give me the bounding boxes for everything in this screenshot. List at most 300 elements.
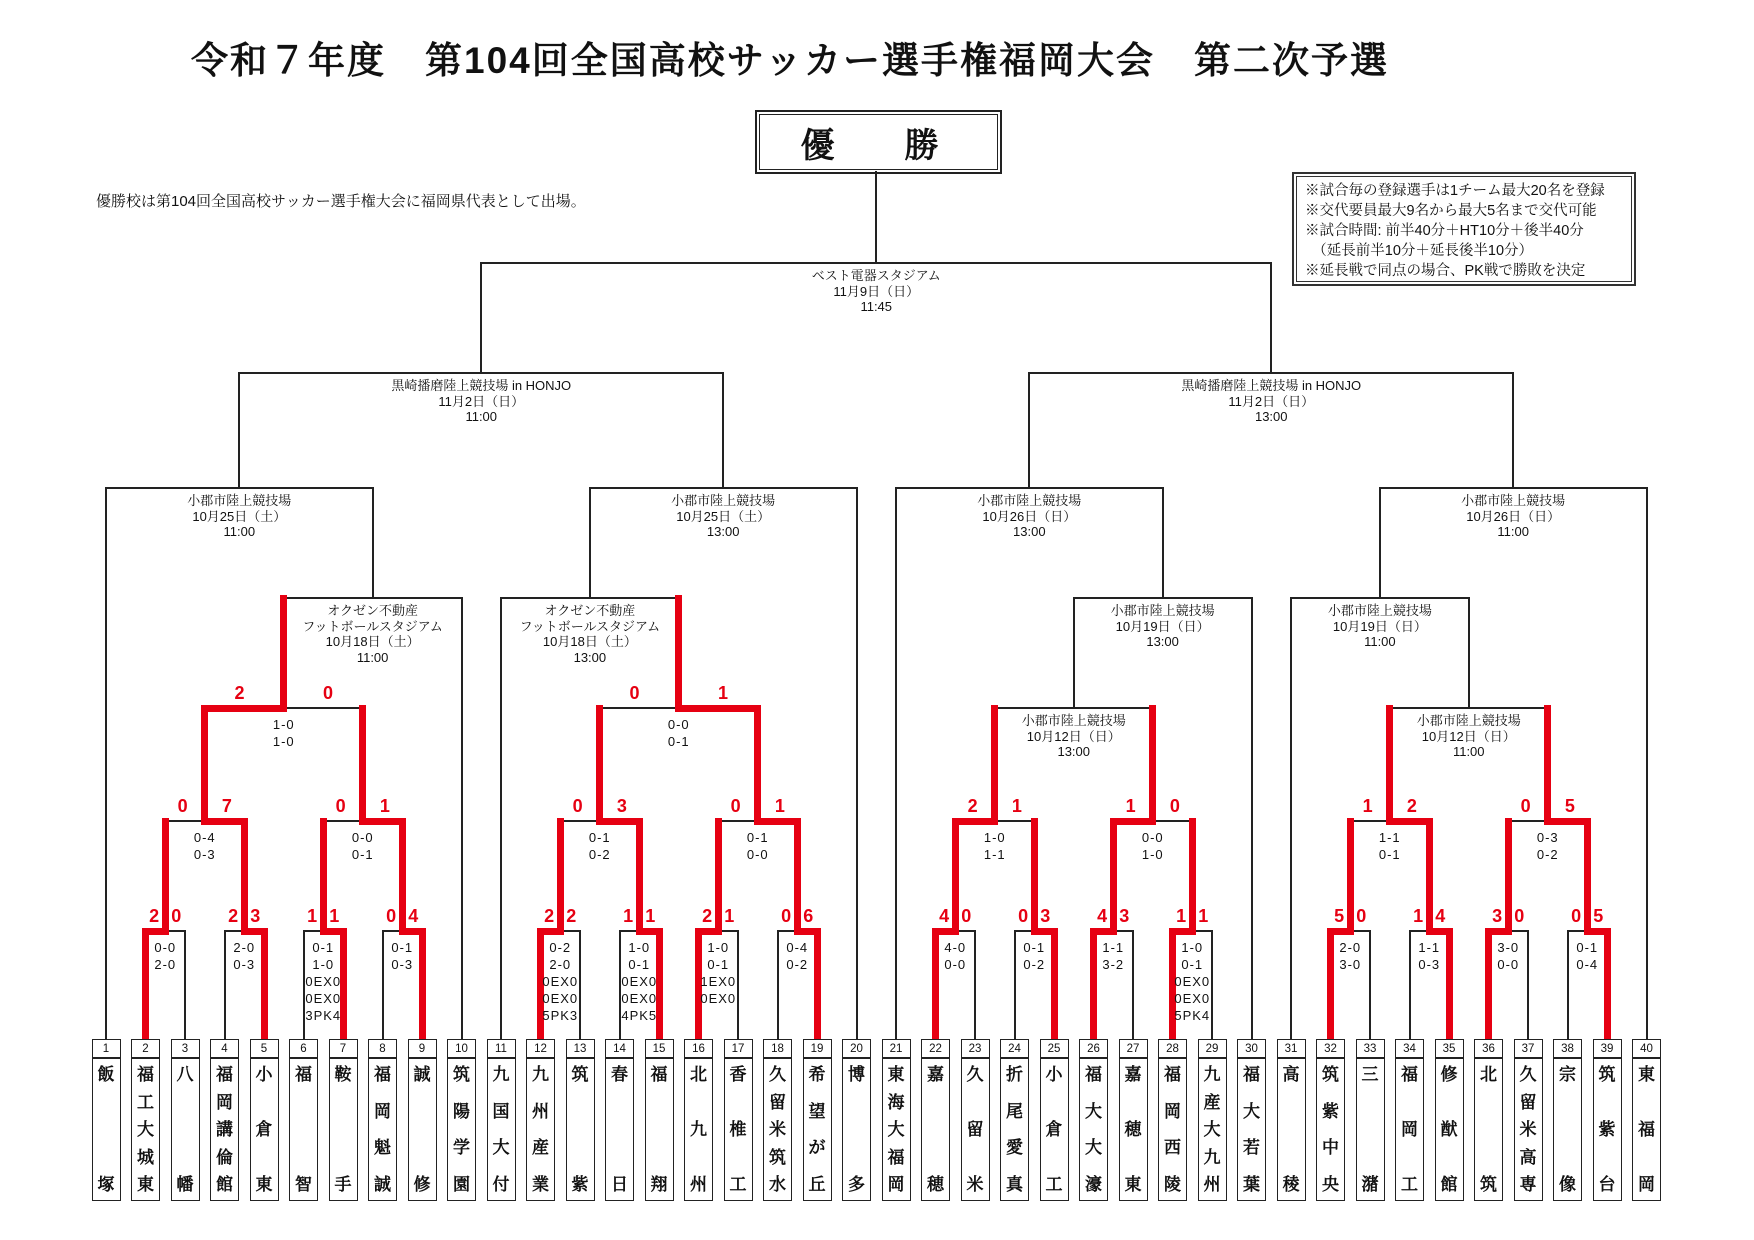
- rule-line: ※試合時間: 前半40分＋HT10分＋後半40分: [1305, 223, 1584, 239]
- bracket-line-h: [480, 262, 1272, 264]
- team-name-char: 久: [769, 1065, 786, 1084]
- team-number: 21: [882, 1039, 911, 1058]
- team-name-char: 留: [966, 1120, 984, 1139]
- leg-results: 1-0: [272, 717, 295, 732]
- leg-results: 0-1: [391, 940, 414, 955]
- team-name-char: 東: [887, 1065, 905, 1084]
- venue-label: 10月18日（土）: [542, 634, 637, 649]
- leg-results: 2-0: [549, 957, 572, 972]
- team-name: [487, 1058, 516, 1201]
- team-number: 37: [1514, 1039, 1543, 1058]
- team-number: 11: [487, 1039, 516, 1058]
- score-digit: 3: [1040, 906, 1051, 926]
- team-name-char: 小: [255, 1065, 273, 1084]
- leg-results: 0EX0: [621, 974, 658, 989]
- team-name-char: 大: [1085, 1101, 1102, 1121]
- team-name-char: 大: [137, 1120, 154, 1139]
- champion-label: 優 勝: [759, 114, 998, 170]
- team-name-char: 椎: [729, 1120, 747, 1139]
- tournament-title: 令和７年度 第104回全国高校サッカー選手権福岡大会 第二次予選: [191, 40, 1389, 81]
- leg-results: 3-2: [1102, 957, 1125, 972]
- score-digit: 5: [1334, 906, 1345, 926]
- team-name-char: 高: [1282, 1065, 1300, 1084]
- team-name-char: 翔: [650, 1175, 668, 1194]
- team-number: 39: [1593, 1039, 1622, 1058]
- team-number: 15: [645, 1039, 674, 1058]
- bracket-line-v: [589, 487, 591, 599]
- team-name-char: 香: [729, 1065, 747, 1084]
- score-digit: 0: [335, 796, 346, 816]
- team-name-char: 福: [1638, 1120, 1655, 1139]
- team-name-char: 倉: [1045, 1120, 1063, 1139]
- score-digit: 1: [329, 906, 340, 926]
- team-name: [1000, 1058, 1029, 1201]
- team-name-char: 岡: [887, 1175, 905, 1194]
- team-name-char: 猷: [1440, 1120, 1458, 1139]
- venue-label: 11:00: [356, 649, 389, 665]
- team-name-char: 手: [334, 1175, 352, 1194]
- score-digit: 1: [717, 683, 728, 703]
- team-number: 8: [368, 1039, 397, 1058]
- bracket-line-v: [238, 372, 240, 489]
- team-name: [566, 1058, 595, 1201]
- score-digit: 0: [781, 906, 792, 926]
- leg-results: 0EX0: [542, 991, 579, 1006]
- team-name: [1198, 1058, 1227, 1201]
- team-name: [1395, 1058, 1424, 1201]
- team-name-char: 筑: [1480, 1175, 1497, 1194]
- venue-label: 小郡市陸上競技場: [1416, 713, 1521, 728]
- team-name: [921, 1058, 950, 1201]
- team-name-char: 岡: [1164, 1101, 1181, 1121]
- venue-label: オクゼン不動産: [544, 603, 636, 618]
- team-name-char: 工: [137, 1092, 154, 1112]
- leg-results: 0EX0: [1174, 991, 1211, 1006]
- venue-label: 10月25日（土）: [676, 508, 771, 524]
- team-name-char: 筑: [571, 1065, 589, 1084]
- team-name: [210, 1058, 239, 1201]
- team-name-char: 折: [1006, 1065, 1023, 1084]
- rule-line: ※延長戦で同点の場合、PK戦で勝敗を決定: [1305, 263, 1586, 279]
- team-name-char: 修: [413, 1175, 431, 1194]
- team-name-char: 潴: [1361, 1175, 1379, 1194]
- team-number: 38: [1553, 1039, 1582, 1058]
- score-digit: 0: [1018, 906, 1029, 926]
- leg-results: 0-0: [667, 717, 690, 732]
- leg-results: 1-0: [983, 830, 1006, 845]
- leg-results: 0-0: [154, 940, 177, 955]
- champion-note: 優勝校は第104回全国高校サッカー選手権大会に福岡県代表として出場。: [96, 193, 586, 210]
- team-number: 20: [842, 1039, 871, 1058]
- leg-results: 0EX0: [621, 991, 658, 1006]
- team-name-char: 日: [611, 1175, 628, 1194]
- bracket-line-h: [994, 707, 1154, 709]
- team-name-char: 米: [966, 1175, 984, 1194]
- bracket-line-v: [1270, 262, 1272, 374]
- team-number: 9: [408, 1039, 437, 1058]
- leg-results: 0-2: [786, 957, 809, 972]
- team-number: 16: [684, 1039, 713, 1058]
- team-name-char: 誠: [413, 1065, 431, 1084]
- team-name: [92, 1058, 121, 1201]
- bracket-line-v: [1028, 372, 1030, 489]
- leg-results: 0EX0: [305, 991, 342, 1006]
- venue-label: 11月9日（日）: [833, 283, 920, 299]
- leg-results: 0EX0: [305, 974, 342, 989]
- leg-results: 1-0: [1181, 940, 1204, 955]
- team-name-char: 中: [1322, 1138, 1339, 1158]
- team-name: [842, 1058, 871, 1201]
- team-number: 31: [1277, 1039, 1306, 1058]
- score-digit: 1: [1198, 906, 1209, 926]
- team-name-char: 工: [1401, 1175, 1418, 1194]
- team-name-char: 岡: [1401, 1120, 1418, 1139]
- bracket-line-v: [1379, 487, 1381, 599]
- score-digit: 0: [1571, 906, 1582, 926]
- team-name-char: 智: [295, 1175, 312, 1194]
- team-number: 1: [92, 1039, 121, 1058]
- leg-results: 4PK5: [621, 1008, 658, 1023]
- venue-label: 小郡市陸上競技場: [187, 493, 292, 508]
- venue-label: 13:00: [1057, 744, 1091, 759]
- venue-label: 小郡市陸上競技場: [1461, 493, 1566, 508]
- team-name-char: 州: [690, 1175, 707, 1194]
- team-name-char: 宗: [1559, 1065, 1576, 1084]
- score-digit: 5: [1564, 796, 1575, 816]
- team-name: [1158, 1058, 1187, 1201]
- team-name-char: 水: [769, 1175, 786, 1194]
- team-number: 13: [566, 1039, 595, 1058]
- team-name-char: 工: [729, 1175, 747, 1194]
- venue-label: 11:00: [465, 409, 498, 424]
- team-name-char: 倉: [255, 1120, 273, 1139]
- team-number: 24: [1000, 1039, 1029, 1058]
- team-name-char: 幡: [176, 1175, 194, 1194]
- leg-results: 1-0: [312, 957, 335, 972]
- leg-results: 0-4: [1576, 957, 1599, 972]
- winner-path-h: [675, 705, 761, 712]
- team-name: [329, 1058, 358, 1201]
- leg-results: 3PK4: [305, 1008, 342, 1023]
- leg-results: 0-1: [707, 957, 730, 972]
- score-digit: 1: [307, 906, 318, 926]
- leg-results: 3-0: [1497, 940, 1520, 955]
- team-name-char: 穂: [927, 1175, 944, 1194]
- score-digit: 0: [730, 796, 741, 816]
- rules-text: [1296, 176, 1632, 282]
- venue-label: 10月26日（日）: [982, 508, 1077, 524]
- team-number: 14: [605, 1039, 634, 1058]
- team-name: [1474, 1058, 1503, 1201]
- venue-label: 13:00: [1146, 634, 1179, 649]
- leg-results: 0-1: [1576, 940, 1599, 955]
- team-name-char: 海: [887, 1092, 905, 1112]
- team-name-char: 米: [769, 1120, 786, 1139]
- team-name-char: 岡: [216, 1092, 233, 1112]
- team-name-char: 筑: [769, 1147, 786, 1167]
- leg-results: 0-1: [588, 830, 611, 845]
- team-name-char: 大: [887, 1120, 905, 1139]
- leg-results: 5PK4: [1174, 1008, 1211, 1023]
- team-name-char: 東: [255, 1175, 273, 1194]
- team-name-char: 北: [1480, 1065, 1497, 1084]
- leg-results: 0-1: [628, 957, 651, 972]
- team-name-char: 産: [532, 1138, 549, 1158]
- score-digit: 5: [1593, 906, 1604, 926]
- team-name-char: 小: [1045, 1065, 1063, 1084]
- score-digit: 3: [616, 796, 627, 816]
- leg-results: 1-1: [1102, 940, 1125, 955]
- leg-results: 0-1: [667, 734, 690, 749]
- team-name-char: 東: [137, 1175, 154, 1194]
- team-number: 2: [131, 1039, 160, 1058]
- score-digit: 1: [1176, 906, 1187, 926]
- team-number: 17: [724, 1039, 753, 1058]
- team-number: 29: [1198, 1039, 1227, 1058]
- score-digit: 4: [939, 906, 950, 926]
- leg-results: 0-3: [233, 957, 256, 972]
- venue-label: 13:00: [706, 524, 740, 539]
- bracket-line-h: [895, 487, 1164, 489]
- team-name-char: 専: [1519, 1175, 1537, 1194]
- leg-results: 1EX0: [700, 974, 737, 989]
- team-name-char: 付: [492, 1174, 510, 1194]
- leg-results: 0-2: [1023, 957, 1046, 972]
- team-number: 12: [526, 1039, 555, 1058]
- team-name-char: 福: [1164, 1065, 1181, 1084]
- leg-results: 4-0: [944, 940, 967, 955]
- score-digit: 0: [1514, 906, 1525, 926]
- score-digit: 2: [234, 683, 245, 703]
- leg-results: 0EX0: [1174, 974, 1211, 989]
- team-name: [1316, 1058, 1345, 1201]
- team-number: 3: [171, 1039, 200, 1058]
- leg-results: 0-3: [193, 847, 216, 862]
- team-name-char: 福: [887, 1147, 905, 1167]
- venue-label: 10月12日（日）: [1026, 728, 1121, 744]
- leg-results: 1-0: [628, 940, 651, 955]
- team-name-char: 州: [532, 1101, 549, 1121]
- team-name: [605, 1058, 634, 1201]
- team-name: [645, 1058, 674, 1201]
- leg-results: 1-0: [272, 734, 295, 749]
- team-name-char: 紫: [1598, 1120, 1616, 1139]
- score-digit: 1: [1011, 796, 1022, 816]
- rules-box: [1292, 172, 1636, 286]
- score-digit: 0: [961, 906, 972, 926]
- team-name-char: 央: [1322, 1174, 1339, 1194]
- team-number: 36: [1474, 1039, 1503, 1058]
- score-digit: 1: [1413, 906, 1424, 926]
- team-name: [684, 1058, 713, 1201]
- venue-label: 小郡市陸上競技場: [1327, 603, 1432, 618]
- team-number: 18: [763, 1039, 792, 1058]
- team-number: 22: [921, 1039, 950, 1058]
- team-name-char: 館: [1440, 1175, 1458, 1194]
- team-name-char: 紫: [571, 1175, 589, 1194]
- team-number: 6: [289, 1039, 318, 1058]
- team-name-char: 大: [492, 1138, 510, 1158]
- team-name-char: 東: [1638, 1065, 1655, 1084]
- team-name: [882, 1058, 911, 1201]
- team-name-char: 米: [1519, 1120, 1537, 1139]
- venue-label: 10月19日（日）: [1115, 618, 1210, 634]
- score-digit: 3: [1119, 906, 1130, 926]
- rule-line: ※試合毎の登録選手は1チーム最大20名を登録: [1305, 183, 1605, 199]
- team-name-char: 福: [295, 1065, 312, 1084]
- leg-results: 0-4: [193, 830, 216, 845]
- team-name-char: 北: [690, 1065, 707, 1084]
- bracket-line-v: [722, 372, 724, 489]
- venue-label: 13:00: [573, 649, 607, 665]
- leg-results: 0-0: [351, 830, 374, 845]
- venue-label: 黒崎播磨陸上競技場 in HONJO: [391, 378, 572, 393]
- leg-results: 3-0: [1339, 957, 1362, 972]
- team-name-char: 嘉: [927, 1065, 944, 1084]
- team-name: [1237, 1058, 1266, 1201]
- bracket-line-h: [238, 372, 724, 374]
- leg-results: 0-0: [746, 847, 769, 862]
- team-name: [1079, 1058, 1108, 1201]
- team-name-char: 筑: [1598, 1065, 1616, 1084]
- team-name-char: 大: [1243, 1101, 1260, 1121]
- team-name-char: 筑: [453, 1065, 470, 1084]
- leg-results: 2-0: [233, 940, 256, 955]
- team-name: [408, 1058, 437, 1201]
- rule-line: ※交代要員最大9名から最大5名まで交代可能: [1305, 203, 1597, 219]
- team-number: 34: [1395, 1039, 1424, 1058]
- leg-results: 0-2: [549, 940, 572, 955]
- leg-results: 0EX0: [542, 974, 579, 989]
- score-digit: 2: [228, 906, 239, 926]
- team-name: [763, 1058, 792, 1201]
- team-name-char: 九: [690, 1120, 707, 1139]
- leg-results: 2-0: [154, 957, 177, 972]
- leg-results: 0-3: [1418, 957, 1441, 972]
- team-name-char: 久: [1519, 1065, 1537, 1084]
- team-name: [1435, 1058, 1464, 1201]
- team-name-char: 飯: [97, 1065, 115, 1084]
- leg-results: 0-3: [391, 957, 414, 972]
- team-name-char: 陽: [453, 1101, 470, 1121]
- leg-results: 0-1: [1181, 957, 1204, 972]
- venue-label: オクゼン不動産: [327, 603, 418, 618]
- team-name-char: 産: [1203, 1092, 1221, 1112]
- team-name-char: 丘: [808, 1174, 826, 1194]
- venue-label: 11:45: [860, 299, 893, 314]
- leg-results: 0-0: [1141, 830, 1164, 845]
- venue-label: 小郡市陸上競技場: [977, 493, 1082, 508]
- bracket-line-v: [480, 262, 482, 374]
- team-name-char: 春: [611, 1065, 628, 1084]
- score-digit: 2: [1406, 796, 1417, 816]
- team-name-char: 福: [1085, 1065, 1102, 1084]
- score-digit: 1: [724, 906, 735, 926]
- team-name: [1632, 1058, 1661, 1201]
- venue-label: 黒崎播磨陸上競技場 in HONJO: [1181, 378, 1362, 393]
- leg-results: 0-1: [312, 940, 335, 955]
- team-name: [1356, 1058, 1385, 1201]
- team-name-char: 陵: [1164, 1174, 1181, 1194]
- team-name: [1553, 1058, 1582, 1201]
- leg-results: 1-0: [707, 940, 730, 955]
- venue-label: 13:00: [1013, 524, 1046, 539]
- score-digit: 7: [221, 796, 232, 816]
- bracket-line-v: [875, 171, 877, 264]
- team-name-char: 嘉: [1124, 1065, 1142, 1084]
- venue-label: 11:00: [1452, 744, 1485, 759]
- team-name: [171, 1058, 200, 1201]
- team-name: [803, 1058, 832, 1201]
- venue-label: 11:00: [1364, 634, 1396, 649]
- leg-results: 1-1: [983, 847, 1006, 862]
- team-name: [961, 1058, 990, 1201]
- score-digit: 1: [623, 906, 634, 926]
- leg-results: 0-0: [944, 957, 967, 972]
- score-digit: 0: [1356, 906, 1367, 926]
- team-number: 7: [329, 1039, 358, 1058]
- team-name-char: 三: [1361, 1065, 1379, 1084]
- score-digit: 1: [645, 906, 656, 926]
- team-name-char: が: [808, 1138, 826, 1158]
- team-name-char: 城: [137, 1147, 154, 1167]
- team-name-char: 紫: [1322, 1101, 1339, 1121]
- venue-label: ベスト電器スタジアム: [811, 268, 941, 283]
- bracket-line-h: [1379, 487, 1648, 489]
- team-name-char: 福: [374, 1065, 391, 1084]
- bracket-line-v: [1512, 372, 1514, 489]
- bracket-line-h: [1028, 372, 1514, 374]
- score-digit: 1: [774, 796, 785, 816]
- team-name-char: 福: [650, 1065, 668, 1084]
- team-number: 30: [1237, 1039, 1266, 1058]
- team-name-char: 岡: [374, 1101, 391, 1121]
- score-digit: 0: [386, 906, 397, 926]
- bracket-line-h: [283, 597, 463, 599]
- team-name-char: 業: [532, 1174, 549, 1194]
- team-name-char: 福: [1243, 1065, 1260, 1084]
- score-digit: 4: [1097, 906, 1108, 926]
- team-name-char: 誠: [374, 1174, 391, 1194]
- team-name: [250, 1058, 279, 1201]
- team-name-char: 鞍: [334, 1065, 352, 1084]
- team-name-char: 国: [492, 1101, 510, 1121]
- team-name-char: 修: [1440, 1065, 1458, 1084]
- team-name-char: 博: [848, 1065, 865, 1084]
- leg-results: 0-3: [1536, 830, 1559, 845]
- team-name-char: 園: [453, 1174, 470, 1194]
- score-digit: 3: [1492, 906, 1503, 926]
- score-digit: 1: [1125, 796, 1136, 816]
- venue-label: 11:00: [1497, 524, 1529, 539]
- venue-label: 10月12日（日）: [1421, 728, 1516, 744]
- bracket-line-h: [500, 597, 680, 599]
- team-name-char: 久: [966, 1065, 984, 1084]
- team-name-char: 九: [532, 1065, 549, 1084]
- team-name-char: 館: [216, 1175, 233, 1194]
- team-name-char: 希: [808, 1065, 826, 1084]
- score-digit: 0: [171, 906, 182, 926]
- bracket-line-h: [589, 487, 858, 489]
- team-number: 4: [210, 1039, 239, 1058]
- team-number: 32: [1316, 1039, 1345, 1058]
- team-name: [289, 1058, 318, 1201]
- team-name-char: 東: [1124, 1175, 1142, 1194]
- team-number: 35: [1435, 1039, 1464, 1058]
- team-name-char: 九: [1203, 1147, 1221, 1167]
- champion-box: [755, 110, 1002, 174]
- score-digit: 0: [629, 683, 640, 703]
